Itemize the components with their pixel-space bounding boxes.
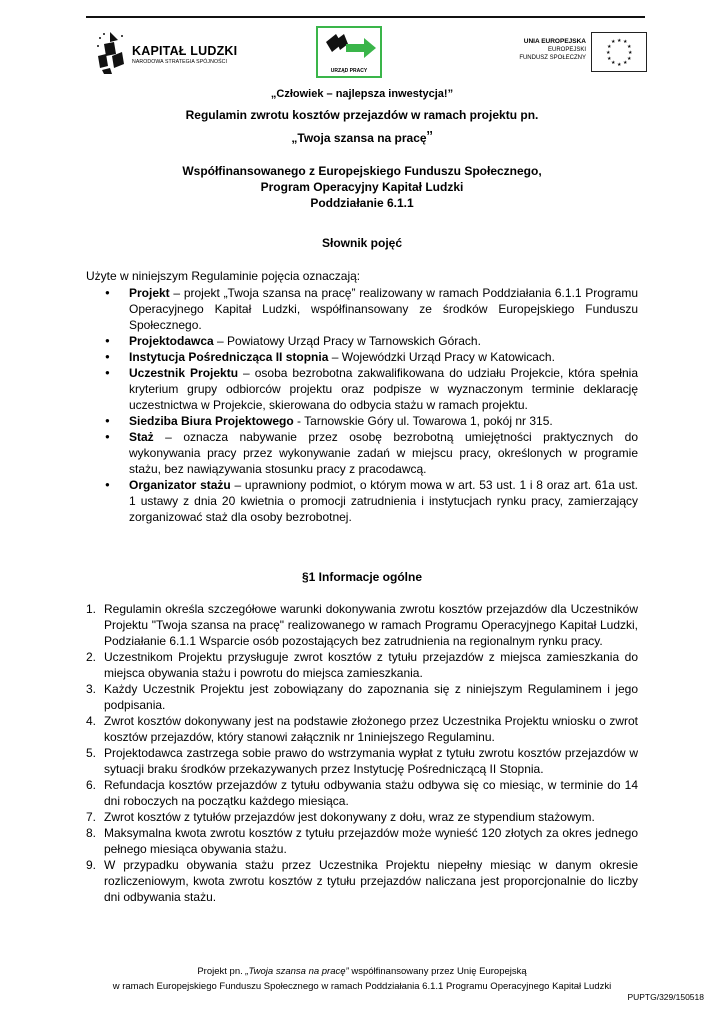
list-number: 8.	[86, 826, 97, 840]
ue-text-block	[506, 38, 586, 62]
glossary-heading: Słownik pojęć	[321, 236, 402, 250]
list-item	[86, 825, 638, 857]
svg-text:★: ★	[617, 38, 622, 44]
svg-text:★: ★	[627, 56, 632, 62]
svg-text:★: ★	[617, 62, 622, 68]
list-text: Każdy Uczestnik Projektu jest zobowiązany do zapoznania się z niniejszym Regulaminem i jego podpisania.	[104, 682, 638, 712]
section1-list	[86, 601, 638, 905]
list-item	[86, 681, 638, 713]
kapital-ludzki-logo	[96, 30, 246, 78]
glossary-def: – projekt „Twoja szansa na pracę” realizowany w ramach Poddziałania 6.1.1 Programu Operacyjnego Kapitał Ludzki, współfinansowany ze środków Europejskiego Funduszu Społecznego.	[129, 286, 638, 332]
glossary-def: – oznacza nabywanie przez osobę bezrobotną umiejętności praktycznych do wykonywania pracy przez wykonywanie zadań w miejscu pracy, określonych w programie stażu, bez nawiązywania stosunku pracy z pracodawcą.	[129, 430, 638, 476]
closing-quote: ”	[426, 128, 433, 148]
glossary-term: Instytucja Pośrednicząca II stopnia	[129, 350, 329, 364]
svg-text:★: ★	[628, 50, 633, 56]
page-footer	[0, 964, 724, 994]
header-logos	[86, 22, 645, 84]
list-text: Zwrot kosztów z tytułów przejazdów jest dokonywany z dołu, wraz ze stypendium stażowym.	[104, 810, 595, 824]
list-text: W przypadku obywania stażu przez Uczestnika Projektu niepełny miesiąc w danym okresie rozliczeniowym, kwota zwrotu kosztów z tytułu przejazdów naliczana jest proporcjonalnie do liczby dni odbywania stażu.	[104, 858, 638, 904]
glossary-item	[86, 365, 638, 413]
glossary-term: Projekt	[129, 286, 170, 300]
list-text: Maksymalna kwota zwrotu kosztów z tytułu przejazdów może wynieść 120 złotych za okres jednego pełnego miesiąca obywania stażu.	[104, 826, 638, 856]
glossary-item	[86, 333, 638, 349]
list-number: 7.	[86, 810, 97, 824]
glossary-def: – uprawniony podmiot, o którym mowa w art. 53 ust. 1 i 8 oraz art. 61a ust. 1 ustawy z dnia 20 kwietnia o promocji zatrudnienia i instytucjach rynku pracy, zamierzający zorganizować staż dla osoby bezrobotnej.	[129, 478, 638, 524]
list-item	[86, 857, 638, 905]
list-number: 3.	[86, 682, 97, 696]
glossary-def: – osoba bezrobotna zakwalifikowana do udziału Projekcie, która spełnia kryterium grupy odbiorców projektu oraz podpisze w wyznaczonym terminie deklarację uczestnictwa w Projekcie, skierowana do odbycia stażu w ramach projektu.	[129, 366, 638, 412]
glossary-def: - Tarnowskie Góry ul. Towarowa 1, pokój nr 315.	[293, 414, 553, 428]
list-text: Uczestnikom Projektu przysługuje zwrot kosztów z tytułu przejazdów z miejsca zamieszkania do miejsca obywania stażu i powrotu do miejsca zamieszkania.	[104, 650, 638, 680]
list-number: 2.	[86, 650, 97, 664]
section1-heading: §1 Informacje ogólne	[301, 570, 423, 584]
glossary-term: Uczestnik Projektu	[129, 366, 239, 380]
list-number: 9.	[86, 858, 97, 872]
glossary-term: Projektodawca	[129, 334, 214, 348]
glossary-item	[86, 477, 638, 525]
list-item	[86, 713, 638, 745]
kl-title: KAPITAŁ LUDZKI	[132, 44, 238, 58]
ue-title: UNIA EUROPEJSKA	[523, 38, 586, 45]
list-item	[86, 809, 638, 825]
footer-project-name: „Twoja szansa na pracę”	[245, 966, 349, 977]
svg-text:★: ★	[623, 39, 628, 45]
list-item	[86, 601, 638, 649]
doc-title-line1: Regulamin zwrotu kosztów przejazdów w ramach projektu pn.	[185, 108, 539, 122]
urzad-pracy-emblem-icon	[318, 28, 380, 68]
list-item	[86, 649, 638, 681]
svg-text:★: ★	[611, 60, 616, 66]
footer-line1	[0, 964, 724, 979]
ue-line2: FUNDUSZ SPOŁECZNY	[519, 55, 586, 61]
project-name: „Twoja szansa na pracę	[291, 131, 427, 145]
svg-text:★: ★	[607, 56, 612, 62]
svg-text:★: ★	[623, 60, 628, 66]
urzad-pracy-logo	[316, 26, 382, 78]
list-text: Refundacja kosztów przejazdów z tytułu odbywania stażu odbywa się co miesiąc, w terminie do 14 dni roboczych na początku każdego miesiąca.	[104, 778, 638, 808]
glossary-term: Organizator stażu	[129, 478, 231, 492]
doc-title-line3: Współfinansowanego z Europejskiego Funduszu Społecznego,	[182, 164, 542, 178]
urzad-pracy-label: URZĄD PRACY	[330, 68, 368, 74]
glossary-item	[86, 349, 638, 365]
list-text: Zwrot kosztów dokonywany jest na podstawie złożonego przez Uczestnika Projektu wniosku o zwrot kosztów przejazdów, który stanowi załącznik nr 1niniejszego Regulaminu.	[104, 714, 638, 744]
list-number: 4.	[86, 714, 97, 728]
kl-subtitle: NARODOWA STRATEGIA SPÓJNOŚCI	[132, 59, 228, 65]
slogan: „Człowiek – najlepsza inwestycja!”	[270, 88, 454, 100]
glossary-item	[86, 413, 638, 429]
svg-text:★: ★	[606, 50, 611, 56]
svg-text:★: ★	[607, 44, 612, 50]
footer-suffix: współfinansowany przez Unię Europejską	[348, 966, 527, 977]
footer-line2: w ramach Europejskiego Funduszu Społecznego w ramach Poddziałania 6.1.1 Programu Operacyjnego Kapitał Ludzki	[112, 981, 612, 992]
glossary-term: Siedziba Biura Projektowego	[129, 414, 294, 428]
svg-text:★: ★	[611, 39, 616, 45]
list-text: Regulamin określa szczegółowe warunki dokonywania zwrotu kosztów przejazdów dla Uczestników Projektu "Twoja szansa na pracę" realizowanego w ramach Programu Operacyjnego Kapitał Ludzki, Podziałanie 6.1.1 Wsparcie osób pozostających bez zatrudnienia na regionalnym rynku pracy.	[104, 602, 638, 648]
document-code: PUPTG/329/150518	[627, 992, 704, 1002]
glossary-intro: Użyte w niniejszym Regulaminie pojęcia oznaczają:	[86, 269, 361, 283]
glossary-term: Staż	[129, 430, 154, 444]
glossary-def: – Powiatowy Urząd Pracy w Tarnowskich Górach.	[213, 334, 481, 348]
glossary-item	[86, 285, 638, 333]
kapital-ludzki-emblem-icon	[96, 30, 128, 74]
header-rule	[86, 16, 645, 18]
list-text: Projektodawca zastrzega sobie prawo do wstrzymania wypłat z tytułu zwrotu kosztów przejazdów w sytuacji braku środków przekazywanych przez Instytucję Pośredniczącą II Stopnia.	[104, 746, 638, 776]
doc-title-line2	[0, 128, 724, 149]
list-item	[86, 777, 638, 809]
glossary-list	[86, 285, 638, 525]
list-number: 1.	[86, 602, 97, 616]
ue-line1: EUROPEJSKI	[547, 47, 586, 53]
eu-flag-icon	[591, 32, 647, 72]
footer-prefix: Projekt pn.	[197, 966, 246, 977]
list-number: 5.	[86, 746, 97, 760]
glossary-item	[86, 429, 638, 477]
svg-text:★: ★	[627, 44, 632, 50]
glossary-def: – Wojewódzki Urząd Pracy w Katowicach.	[328, 350, 555, 364]
doc-title-line4: Program Operacyjny Kapitał Ludzki	[260, 180, 464, 194]
doc-title-line5: Poddziałanie 6.1.1	[310, 196, 414, 210]
list-item	[86, 745, 638, 777]
list-number: 6.	[86, 778, 97, 792]
